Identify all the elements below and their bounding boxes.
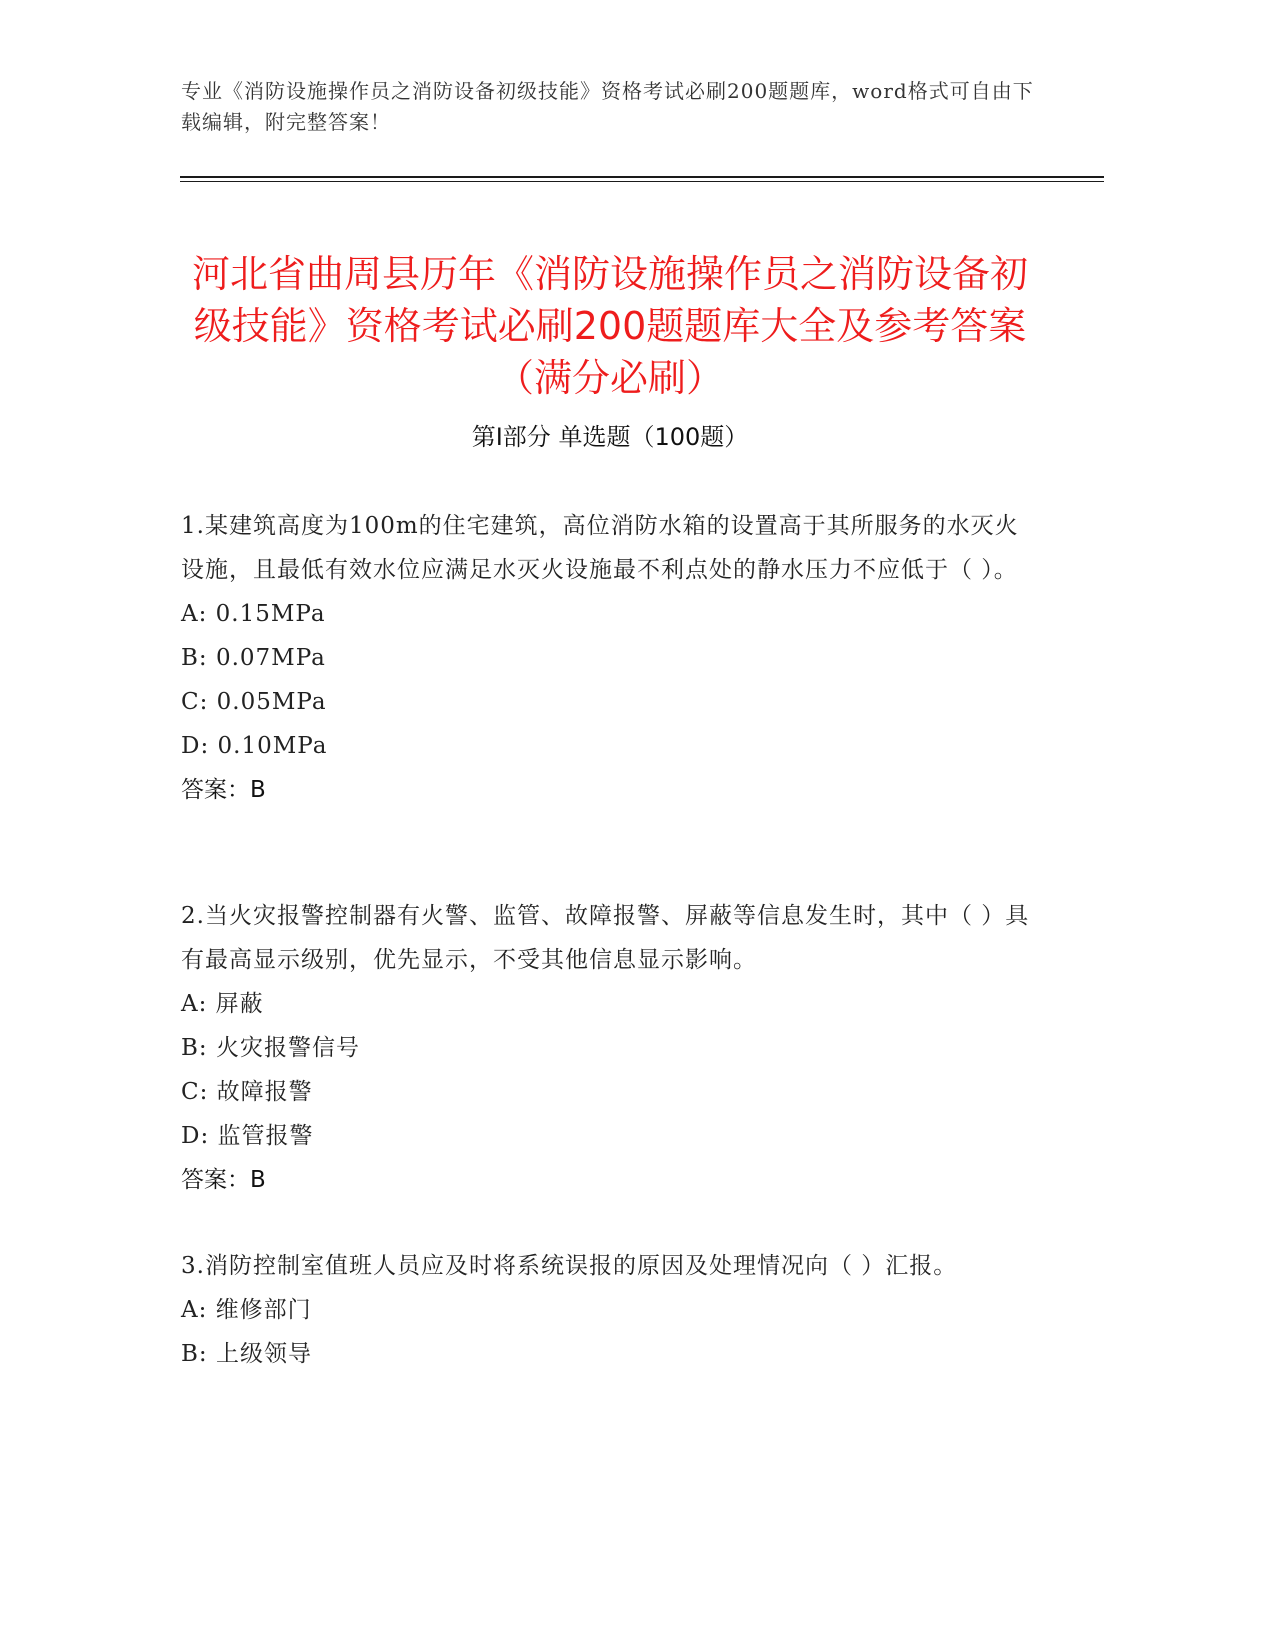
- question-2: [181, 894, 1041, 1202]
- option-b: B: 0.07MPa: [181, 645, 326, 671]
- option-d: D: 监管报警: [181, 1123, 314, 1149]
- answer: 答案：B: [181, 777, 266, 803]
- option-a: A: 屏蔽: [181, 991, 264, 1017]
- option-c: C: 故障报警: [181, 1079, 313, 1105]
- question-stem: 1.某建筑高度为100m的住宅建筑，高位消防水箱的设置高于其所服务的水灭火设施，且最低有效水位应满足水灭火设施最不利点处的静水压力不应低于（ ）。: [181, 513, 1019, 583]
- answer: 答案：B: [181, 1167, 266, 1193]
- header-note: 专业《消防设施操作员之消防设备初级技能》资格考试必刷200题题库，word格式可自由下载编辑，附完整答案！: [181, 79, 1034, 134]
- section-title: 第Ⅰ部分 单选题（100题）: [471, 423, 749, 451]
- option-b: B: 火灾报警信号: [181, 1035, 360, 1061]
- page-title: 河北省曲周县历年《消防设施操作员之消防设备初级技能》资格考试必刷200题题库大全及参考答案（满分必刷）: [191, 252, 1028, 401]
- question-stem: 2.当火灾报警控制器有火警、监管、故障报警、屏蔽等信息发生时，其中（ ）具有最高显示级别，优先显示，不受其他信息显示影响。: [181, 903, 1030, 973]
- option-d: D: 0.10MPa: [181, 733, 328, 759]
- question-1: [181, 504, 1041, 812]
- header-divider-thin: [180, 181, 1104, 182]
- option-c: C: 0.05MPa: [181, 689, 327, 715]
- header-divider-thick: [180, 176, 1104, 178]
- option-b: B: 上级领导: [181, 1341, 312, 1367]
- option-a: A: 维修部门: [181, 1297, 312, 1323]
- option-a: A: 0.15MPa: [181, 601, 326, 627]
- question-3: [181, 1244, 1041, 1376]
- question-stem: 3.消防控制室值班人员应及时将系统误报的原因及处理情况向（ ）汇报。: [181, 1253, 958, 1279]
